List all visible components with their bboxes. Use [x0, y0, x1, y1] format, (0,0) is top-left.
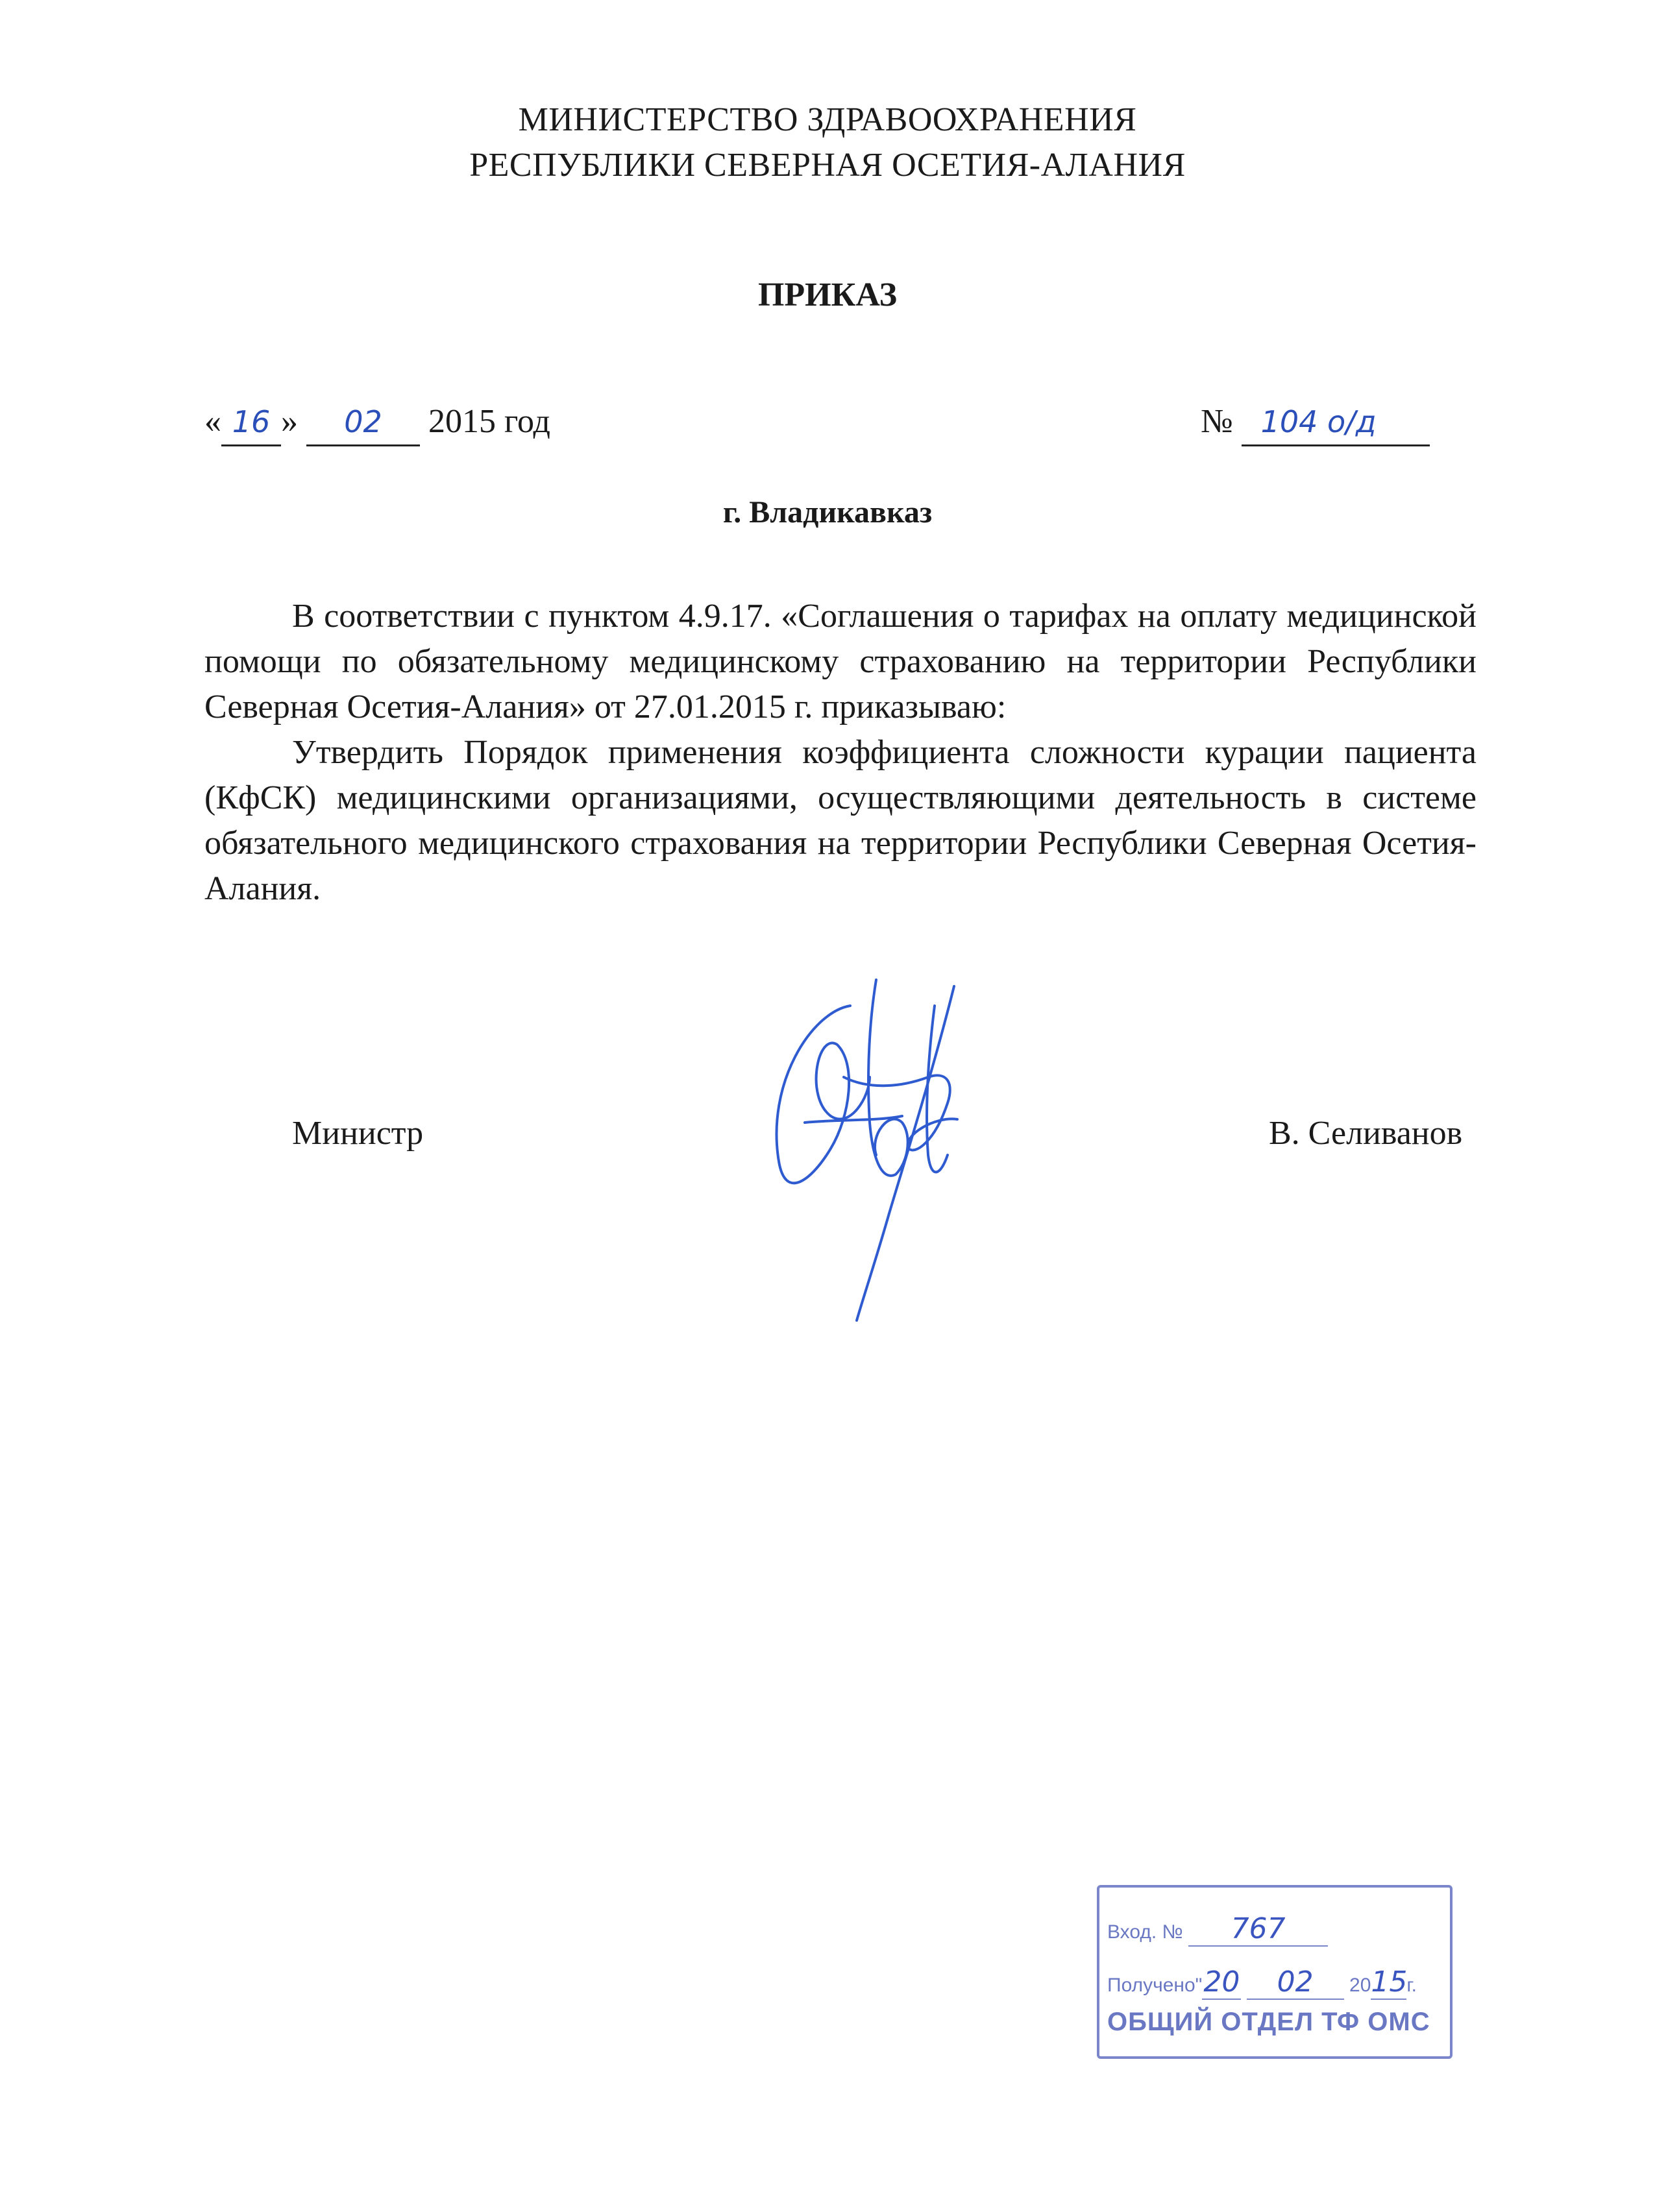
number-value: 104 о/д: [1242, 399, 1430, 446]
order-date: [204, 399, 550, 446]
incoming-stamp: [1097, 1885, 1453, 2059]
stamp-incoming-row: [1107, 1912, 1328, 1947]
city: г. Владикавказ: [722, 495, 933, 529]
signer-name: В. Селиванов: [1269, 1115, 1463, 1152]
handwritten-signature: [740, 967, 1064, 1330]
stamp-department: ОБЩИЙ ОТДЕЛ ТФ ОМС: [1107, 2008, 1430, 2036]
ministry-line-1: МИНИСТЕРСТВО ЗДРАВООХРАНЕНИЯ: [518, 101, 1137, 138]
order-body: [204, 594, 1477, 912]
quote-close: »: [281, 403, 298, 440]
ministry-header: [0, 97, 1655, 188]
signer-position: Министр: [292, 1115, 424, 1152]
stamp-received-quote: ": [1195, 1975, 1203, 1996]
stamp-incoming-number: 767: [1188, 1912, 1328, 1947]
stamp-received-year-prefix: 20: [1349, 1975, 1371, 1996]
stamp-incoming-label: Вход. №: [1107, 1921, 1183, 1943]
stamp-received-row: [1107, 1965, 1417, 2000]
order-number: [1201, 399, 1430, 446]
stamp-received-year: 15: [1371, 1965, 1408, 1999]
stamp-received-label: Получено: [1107, 1975, 1195, 1996]
date-year: 2015 год: [428, 403, 550, 440]
ministry-line-2: РЕСПУБЛИКИ СЕВЕРНАЯ ОСЕТИЯ-АЛАНИЯ: [469, 147, 1186, 184]
stamp-received-suffix: г.: [1406, 1975, 1417, 1996]
document-title: ПРИКАЗ: [757, 276, 898, 313]
stamp-received-month: 02: [1247, 1965, 1344, 2000]
quote-open: «: [204, 403, 221, 440]
paragraph-resolution: Утвердить Порядок применения коэффициента сложности курации пациента (КфСК) медицинскими организациями, осуществляющими деятельность в системе обязательного медицинского страхования на территории Республики Северная Осетия-Алания.: [204, 734, 1477, 907]
date-month: 02: [306, 399, 420, 446]
number-prefix: №: [1201, 403, 1233, 440]
date-day: 16: [221, 399, 281, 446]
stamp-received-day: 20: [1203, 1965, 1240, 1999]
paragraph-basis: В соответствии с пунктом 4.9.17. «Соглашения о тарифах на оплату медицинской помощи по обязательному медицинскому страхованию на территории Республики Северная Осетия-Алания» от 27.01.2015 г. приказываю:: [204, 598, 1477, 725]
